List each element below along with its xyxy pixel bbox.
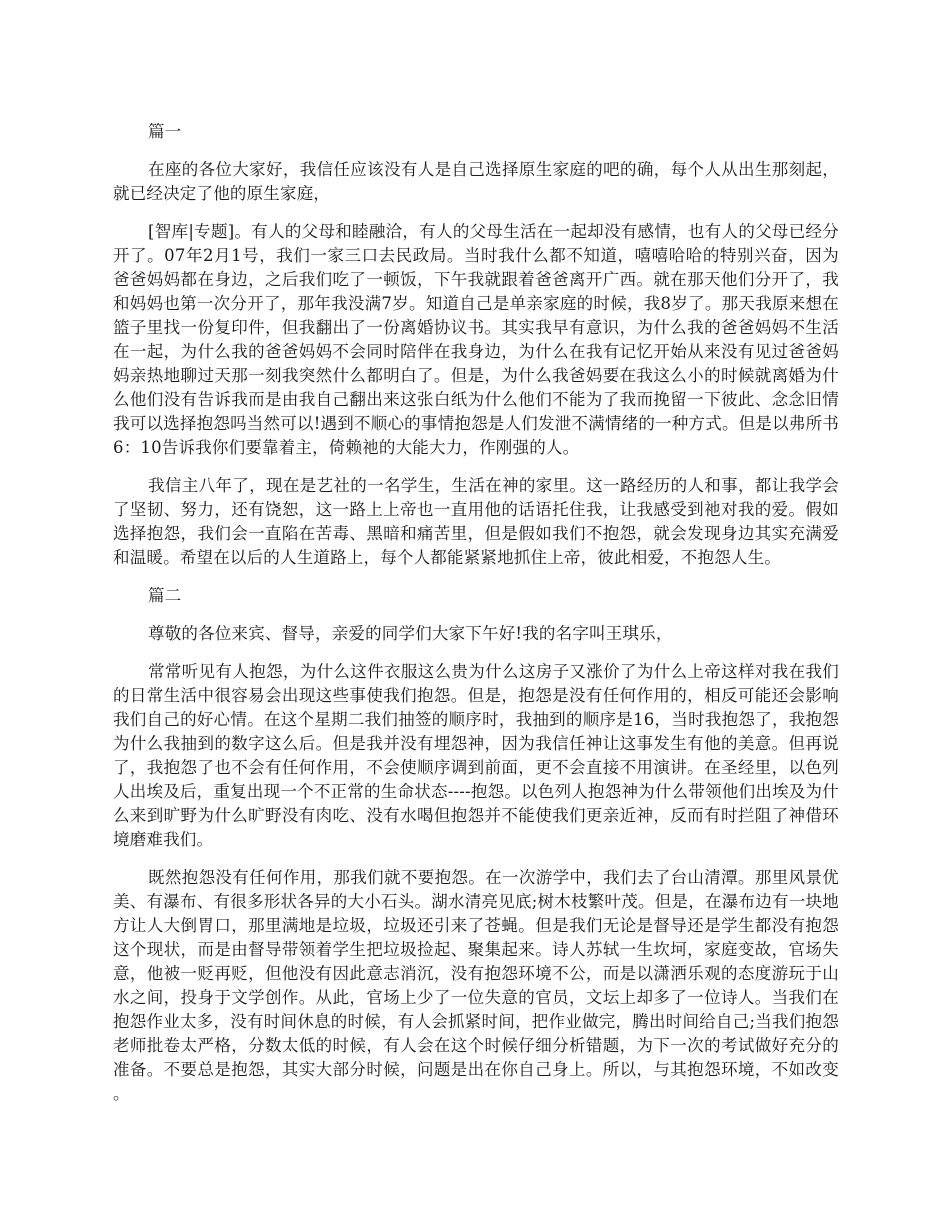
paragraph: 我信主八年了，现在是艺社的一名学生，生活在神的家里。这一路经历的人和事，都让我学会了坚韧、努力，还有饶恕，这一路上上帝也一直用他的话语托住我，让我感受到祂对我的爱。假如选择抱怨，我们会一直陷在苦毒、黑暗和痛苦里，但是假如我们不抱怨，就会发现身边其实充满爱和温暖。希望在以后的人生道路上，每个人都能紧紧地抓住上帝，彼此相爱，不抱怨人生。 <box>113 476 839 567</box>
paragraph: 在座的各位大家好，我信任应该没有人是自己选择原生家庭的吧的确，每个人从出生那刻起，就已经决定了他的原生家庭， <box>113 160 839 203</box>
paragraph: 常常听见有人抱怨，为什么这件衣服这么贵为什么这房子又涨价了为什么上帝这样对我在我们的日常生活中很容易会出现这些事使我们抱怨。但是，抱怨是没有任何作用的，相反可能还会影响我们自己的好心情。在这个星期二我们抽签的顺序时，我抽到的顺序是16，当时我抱怨了，我抱怨为什么我抽到的数字这么后。但是我并没有埋怨神，因为我信任神让这事发生有他的美意。但再说了，我抱怨了也不会有任何作用，不会使顺序调到前面，更不会直接不用演讲。在圣经里，以色列人出埃及后，重复出现一个不正常的生命状态----抱怨。以色列人抱怨神为什么带领他们出埃及为什么来到旷野为什么旷野没有肉吃、没有水喝但抱怨并不能使我们更亲近神，反而有时拦阻了神借环境磨难我们。 <box>113 662 839 849</box>
paragraph: 尊敬的各位来宾、督导，亲爱的同学们大家下午好!我的名字叫王琪乐， <box>148 624 673 643</box>
section-heading-1: 篇一 <box>148 122 182 141</box>
paragraph: 既然抱怨没有任何作用，那我们就不要抱怨。在一次游学中，我们去了台山清潭。那里风景优美、有瀑布、有很多形状各异的大小石头。湖水清亮见底;树木枝繁叶茂。但是，在瀑布边有一块地方让人大倒胃口，那里满地是垃圾，垃圾还引来了苍蝇。但是我们无论是督导还是学生都没有抱怨这个现状，而是由督导带领着学生把垃圾捡起、聚集起来。诗人苏轼一生坎坷，家庭变故，官场失意，他被一贬再贬，但他没有因此意志消沉，没有抱怨环境不公，而是以潇洒乐观的态度游玩于山水之间，投身于文学创作。从此，官场上少了一位失意的官员，文坛上却多了一位诗人。当我们在抱怨作业太多，没有时间休息的时候，有人会抓紧时间，把作业做完，腾出时间给自己;当我们抱怨老师批卷太严格，分数太低的时候，有人会在这个时候仔细分析错题，为下一次的考试做好充分的准备。不要总是抱怨，其实大部分时候，问题是出在你自己身上。所以，与其抱怨环境，不如改变。 <box>113 868 839 1103</box>
document-page <box>113 120 839 1120</box>
paragraph: [智库|专题]。有人的父母和睦融洽，有人的父母生活在一起却没有感情，也有人的父母已经分开了。07年2月1号，我们一家三口去民政局。当时我什么都不知道，嘻嘻哈哈的特别兴奋，因为爸爸妈妈都在身边，之后我们吃了一顿饭，下午我就跟着爸爸离开广西。就在那天他们分开了，我和妈妈也第一次分开了，那年我没满7岁。知道自己是单亲家庭的时候，我8岁了。那天我原来想在篮子里找一份复印件，但我翻出了一份离婚协议书。其实我早有意识，为什么我的爸爸妈妈不生活在一起，为什么我的爸爸妈妈不会同时陪伴在我身边，为什么在我有记忆开始从来没有见过爸爸妈妈亲热地聊过天那一刻我突然什么都明白了。但是，为什么我爸妈要在我这么小的时候就离婚为什么他们没有告诉我而是由我自己翻出来这张白纸为什么他们不能为了我而挽留一下彼此、念念旧情我可以选择抱怨吗当然可以!遇到不顺心的事情抱怨是人们发泄不满情绪的一种方式。但是以弗所书6：10告诉我你们要靠着主，倚赖祂的大能大力，作刚强的人。 <box>113 222 839 457</box>
section-heading-2: 篇二 <box>148 586 182 605</box>
